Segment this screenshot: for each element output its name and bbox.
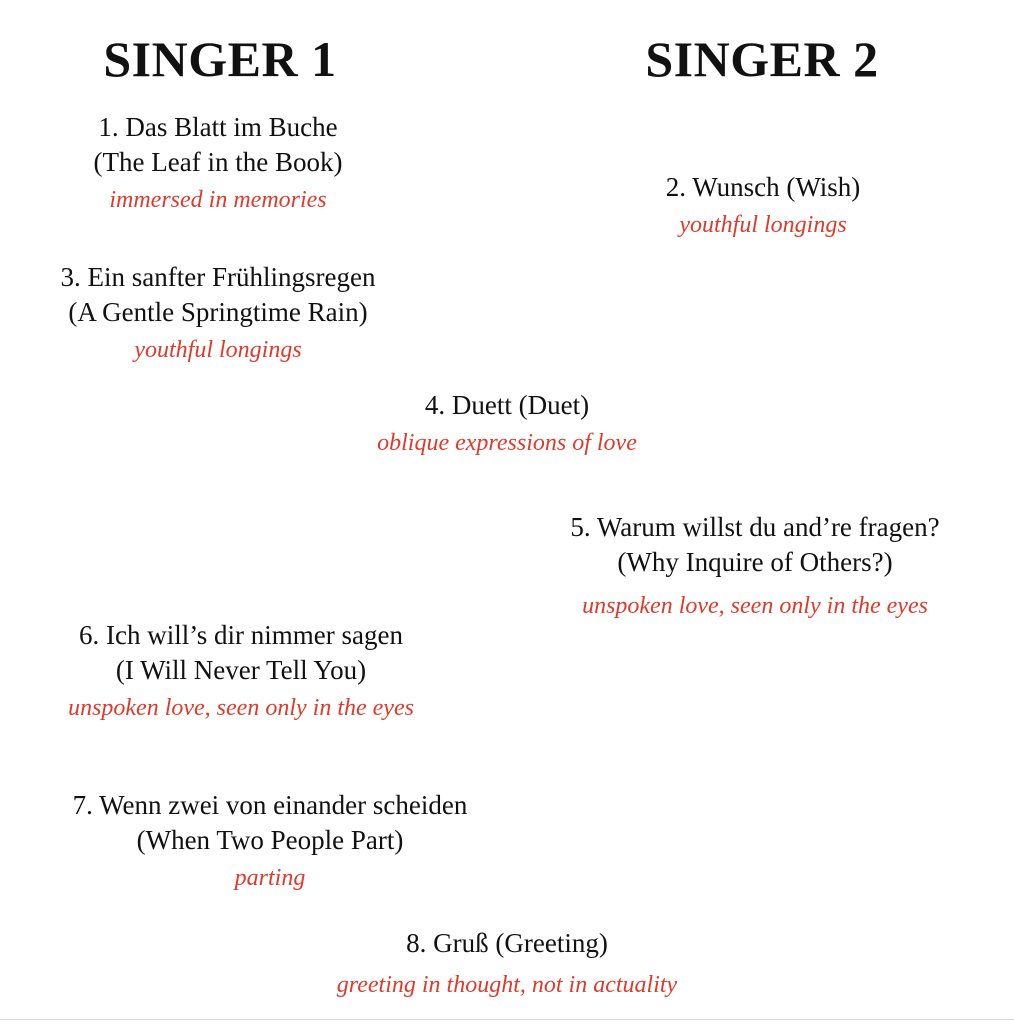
song-translation: (I Will Never Tell You): [115, 655, 367, 685]
song-theme: immersed in memories: [109, 187, 327, 213]
song-title: 7. Wenn zwei von einander scheiden: [72, 790, 468, 820]
song-title: 2. Wunsch (Wish): [665, 172, 861, 202]
song-translation: (The Leaf in the Book): [93, 147, 343, 177]
song-7: [15, 788, 525, 894]
song-title: 8. Gruß (Greeting): [406, 928, 608, 958]
song-theme: unspoken love, seen only in the eyes: [68, 695, 414, 721]
song-8: [247, 926, 767, 1001]
song-theme: youthful longings: [679, 212, 847, 238]
song-theme: youthful longings: [134, 337, 302, 363]
song-translation: (When Two People Part): [136, 825, 404, 855]
bottom-divider: [0, 1019, 1014, 1020]
song-4: [257, 388, 757, 459]
song-title: 6. Ich will’s dir nimmer sagen: [79, 620, 403, 650]
song-5: [500, 510, 1010, 622]
song-title: 4. Duett (Duet): [424, 390, 590, 420]
singer-1-heading: SINGER 1: [103, 31, 337, 87]
song-theme: oblique expressions of love: [377, 430, 637, 456]
song-6: [21, 618, 461, 724]
song-theme: greeting in thought, not in actuality: [336, 972, 678, 998]
song-1: [18, 110, 418, 216]
song-2: [563, 170, 963, 241]
song-theme: unspoken love, seen only in the eyes: [582, 593, 928, 619]
song-title: 1. Das Blatt im Buche: [98, 112, 338, 142]
singer-2-heading: SINGER 2: [645, 31, 879, 87]
song-title: 5. Warum willst du and’re fragen?: [570, 512, 940, 542]
song-translation: (Why Inquire of Others?): [617, 547, 893, 577]
song-translation: (A Gentle Springtime Rain): [68, 297, 368, 327]
song-title: 3. Ein sanfter Frühlingsregen: [60, 262, 376, 292]
song-theme: parting: [234, 865, 306, 891]
song-3: [18, 260, 418, 366]
